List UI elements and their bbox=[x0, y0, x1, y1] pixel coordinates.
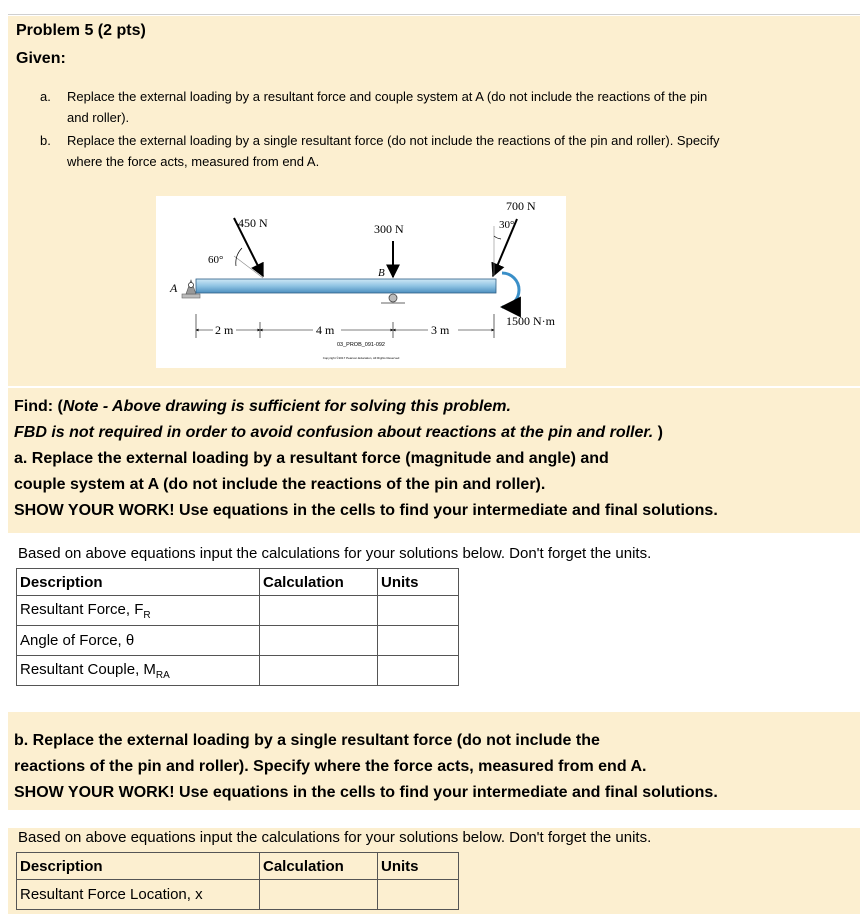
table-a bbox=[16, 568, 459, 686]
find-note-line1 bbox=[14, 394, 718, 420]
part-b-line1: b. Replace the external loading by a single resultant force (do not include the bbox=[14, 732, 600, 749]
row-label bbox=[17, 656, 260, 686]
table-row bbox=[17, 626, 459, 656]
given-list bbox=[40, 86, 720, 174]
header-calculation: Calculation bbox=[260, 853, 378, 880]
part-b-show-work: SHOW YOUR WORK! Use equations in the cells to find your intermediate and final solutions. bbox=[14, 784, 718, 801]
table-row bbox=[17, 596, 459, 626]
table-b bbox=[16, 852, 459, 910]
find-close: ) bbox=[653, 424, 663, 441]
angle-arc-60 bbox=[236, 248, 242, 266]
header-units: Units bbox=[378, 569, 459, 596]
header-calculation: Calculation bbox=[260, 569, 378, 596]
figure-caption: 03_PROB_091-092 bbox=[336, 342, 386, 348]
given-item-letter: a. bbox=[40, 89, 51, 104]
units-cell[interactable] bbox=[378, 656, 459, 686]
figure-copyright: Copyright ©2017 Pearson Education, All Rights Reserved bbox=[322, 356, 400, 360]
angle-30-label: 30° bbox=[499, 219, 515, 231]
row-label-text: Angle of Force, θ bbox=[20, 632, 135, 649]
units-cell[interactable] bbox=[378, 880, 459, 910]
row-label-text: Resultant Force, F bbox=[20, 600, 144, 618]
table-row bbox=[17, 656, 459, 686]
row-label bbox=[17, 596, 260, 626]
part-b-line2: reactions of the pin and roller). Specify where the force acts, measured from end A. bbox=[14, 758, 647, 775]
top-divider bbox=[8, 14, 860, 15]
table-b-instruction: Based on above equations input the calculations for your solutions below. Don't forget the units. bbox=[18, 829, 652, 846]
find-note2: FBD is not required in order to avoid confusion about reactions at the pin and roller. bbox=[14, 424, 654, 441]
given-item-b bbox=[40, 130, 720, 172]
dim-4m-label: 4 m bbox=[316, 323, 335, 337]
calculation-cell[interactable] bbox=[260, 656, 378, 686]
find-a-line1: a. Replace the external loading by a resultant force (magnitude and angle) and bbox=[14, 450, 609, 467]
find-a-line2: couple system at A (do not include the reactions of the pin and roller). bbox=[14, 476, 546, 493]
row-label bbox=[17, 626, 260, 656]
beam bbox=[196, 279, 496, 293]
dim-3m-label: 3 m bbox=[431, 323, 450, 337]
find-note1: Note - Above drawing is sufficient for solving this problem. bbox=[62, 398, 511, 415]
given-label: Given: bbox=[16, 50, 66, 67]
moment-label: 1500 N·m bbox=[506, 314, 555, 328]
problem-title: Problem 5 (2 pts) bbox=[16, 22, 146, 39]
moment-arrow bbox=[502, 273, 519, 307]
angle-arc-30 bbox=[494, 236, 501, 239]
given-item-text: Replace the external loading by a single resultant force (do not include the reactions of the pin and roller). Specify where the force acts, measured from end A. bbox=[67, 133, 720, 169]
units-cell[interactable] bbox=[378, 626, 459, 656]
calculation-cell[interactable] bbox=[260, 626, 378, 656]
row-label-text: Resultant Couple, M bbox=[20, 660, 156, 678]
header-description: Description bbox=[17, 569, 260, 596]
calculation-cell[interactable] bbox=[260, 880, 378, 910]
given-item-text: Replace the external loading by a resultant force and couple system at A (do not include the reactions of the pin and roller). bbox=[67, 89, 708, 125]
header-units: Units bbox=[378, 853, 459, 880]
find-label: Find: ( bbox=[14, 398, 63, 415]
force-700-label: 700 N bbox=[506, 199, 536, 213]
table-header-row bbox=[17, 853, 459, 880]
row-label bbox=[17, 880, 260, 910]
header-description: Description bbox=[17, 853, 260, 880]
row-label-sub: R bbox=[143, 609, 151, 621]
given-item-a bbox=[40, 86, 720, 128]
part-b-block bbox=[14, 728, 718, 806]
find-note-line2 bbox=[14, 420, 718, 446]
table-header-row bbox=[17, 569, 459, 596]
find-show-work: SHOW YOUR WORK! Use equations in the cells to find your intermediate and final solutions. bbox=[14, 502, 718, 519]
point-a-label: A bbox=[170, 281, 178, 295]
units-cell[interactable] bbox=[378, 596, 459, 626]
roller-support bbox=[389, 294, 397, 302]
find-block bbox=[14, 394, 718, 524]
force-450-label: 450 N bbox=[238, 216, 268, 230]
row-label-text: Resultant Force Location, x bbox=[20, 886, 203, 903]
beam-figure bbox=[156, 196, 566, 368]
angle-60-label: 60° bbox=[208, 254, 224, 266]
calculation-cell[interactable] bbox=[260, 596, 378, 626]
dim-2m-label: 2 m bbox=[215, 323, 234, 337]
force-300-label: 300 N bbox=[374, 222, 404, 236]
table-row bbox=[17, 880, 459, 910]
row-label-sub: RA bbox=[155, 669, 170, 681]
given-item-letter: b. bbox=[40, 133, 51, 148]
point-b-label: B bbox=[378, 267, 385, 279]
table-a-instruction: Based on above equations input the calculations for your solutions below. Don't forget the units. bbox=[18, 545, 652, 562]
